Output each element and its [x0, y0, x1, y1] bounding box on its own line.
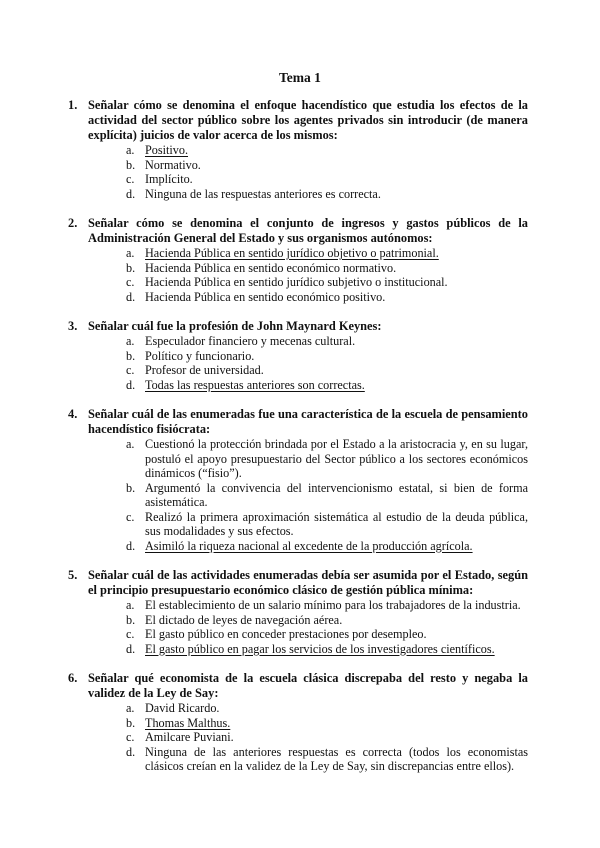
option-c: [88, 172, 528, 187]
option-text: El gasto público en conceder prestaciones por desempleo.: [145, 627, 427, 641]
option-text-correct: Thomas Malthus.: [145, 715, 231, 730]
question-5-text: [68, 568, 528, 598]
option-b: [88, 716, 528, 731]
question-number: 1.: [68, 98, 78, 112]
option-b: [88, 261, 528, 276]
question-number: 5.: [68, 568, 78, 582]
option-a: [88, 143, 528, 158]
option-text: Realizó la primera aproximación sistemática al estudio de la deuda pública, sus modalidades y sus efectos.: [145, 509, 528, 538]
option-c: [88, 627, 528, 642]
option-a: [88, 701, 528, 716]
options-list: [88, 437, 528, 553]
options-list: [88, 246, 528, 304]
option-d: [88, 539, 528, 554]
question-2-text: [68, 216, 528, 246]
option-c: [88, 510, 528, 539]
question-statement: Señalar cuál de las enumeradas fue una característica de la escuela de pensamiento hacendístico fisiócrata:: [88, 407, 528, 436]
option-text: Normativo.: [145, 157, 201, 172]
option-text-correct: Asimiló la riqueza nacional al excedente de la producción agrícola.: [145, 538, 473, 553]
option-b: [88, 349, 528, 364]
option-letter: c.: [126, 509, 135, 524]
question-1-text: [68, 98, 528, 143]
option-letter: b.: [126, 260, 136, 275]
option-text: Político y funcionario.: [145, 348, 255, 363]
option-letter: c.: [126, 172, 135, 186]
option-a: [88, 437, 528, 481]
option-text: Hacienda Pública en sentido económico positivo.: [145, 289, 386, 304]
option-a: [88, 246, 528, 261]
question-statement: Señalar cuál de las actividades enumeradas debía ser asumida por el Estado, según el principio presupuestario económico clásico de gestión pública mínima:: [88, 568, 528, 597]
question-statement: Señalar cómo se denomina el enfoque hacendístico que estudia los efectos de la actividad del sector público sobre los agentes privados sin introducir (de manera explícita) juicios de valor acerca de los mismos:: [88, 98, 528, 142]
option-letter: c.: [126, 627, 135, 641]
option-letter: d.: [126, 641, 136, 656]
option-text: Implícito.: [145, 172, 193, 186]
option-b: [88, 481, 528, 510]
options-list: [88, 334, 528, 392]
option-a: [88, 598, 528, 613]
option-letter: a.: [126, 701, 135, 715]
option-letter: b.: [126, 612, 136, 627]
option-letter: b.: [126, 715, 136, 730]
option-c: [88, 730, 528, 745]
option-text: Cuestionó la protección brindada por el Estado a la aristocracia y, en su lugar, postuló el apoyo presupuestario del Sector público a los sectores económicos dinámicos (“fisio”).: [145, 437, 528, 480]
option-text: Ninguna de las anteriores respuestas es correcta (todos los economistas clásicos creían en la validez de la Ley de Say, sin discrepancias entre ellos).: [145, 744, 528, 773]
option-letter: d.: [126, 377, 136, 392]
option-text: Amilcare Puviani.: [145, 730, 234, 744]
option-text: Ninguna de las respuestas anteriores es correcta.: [145, 186, 381, 201]
option-b: [88, 158, 528, 173]
option-text-correct: El gasto público en pagar los servicios de los investigadores científicos.: [145, 641, 495, 656]
option-text-correct: Positivo.: [145, 143, 189, 157]
option-letter: a.: [126, 437, 135, 451]
question-list: [68, 98, 528, 789]
option-letter: a.: [126, 334, 135, 348]
option-letter: c.: [126, 275, 135, 289]
question-number: 6.: [68, 671, 78, 685]
option-d: [88, 745, 528, 774]
question-statement: Señalar cuál fue la profesión de John Maynard Keynes:: [88, 319, 382, 333]
option-d: [88, 290, 528, 305]
question-statement: Señalar qué economista de la escuela clásica discrepaba del resto y negaba la validez de la Ley de Say:: [88, 671, 528, 700]
option-letter: d.: [126, 289, 136, 304]
option-letter: b.: [126, 348, 136, 363]
options-list: [88, 701, 528, 774]
option-text-correct: Hacienda Pública en sentido jurídico objetivo o patrimonial.: [145, 246, 439, 260]
option-letter: b.: [126, 480, 136, 495]
option-text: Profesor de universidad.: [145, 363, 264, 377]
option-letter: c.: [126, 730, 135, 744]
option-c: [88, 363, 528, 378]
option-b: [88, 613, 528, 628]
options-list: [88, 598, 528, 656]
question-4: [68, 407, 528, 553]
option-letter: c.: [126, 363, 135, 377]
option-letter: d.: [126, 538, 136, 553]
option-text: Argumentó la convivencia del intervencionismo estatal, si bien de forma asistemática.: [145, 480, 528, 509]
option-letter: d.: [126, 744, 136, 759]
option-letter: a.: [126, 246, 135, 260]
question-3: [68, 319, 528, 392]
question-6-text: [68, 671, 528, 701]
option-letter: b.: [126, 157, 136, 172]
question-5: [68, 568, 528, 656]
option-text: Hacienda Pública en sentido económico normativo.: [145, 260, 397, 275]
option-text: Especulador financiero y mecenas cultural.: [145, 334, 356, 348]
question-4-text: [68, 407, 528, 437]
option-text: El dictado de leyes de navegación aérea.: [145, 612, 343, 627]
option-a: [88, 334, 528, 349]
question-statement: Señalar cómo se denomina el conjunto de ingresos y gastos públicos de la Administración General del Estado y sus organismos autónomos:: [88, 216, 528, 245]
option-letter: a.: [126, 143, 135, 157]
option-c: [88, 275, 528, 290]
option-text: El establecimiento de un salario mínimo para los trabajadores de la industria.: [145, 598, 521, 612]
option-text: Hacienda Pública en sentido jurídico subjetivo o institucional.: [145, 275, 448, 289]
question-number: 2.: [68, 216, 78, 230]
document-title: Tema 1: [279, 70, 321, 85]
option-d: [88, 187, 528, 202]
option-d: [88, 642, 528, 657]
question-1: [68, 98, 528, 201]
option-letter: d.: [126, 186, 136, 201]
question-number: 3.: [68, 319, 78, 333]
option-text: David Ricardo.: [145, 701, 220, 715]
options-list: [88, 143, 528, 201]
option-letter: a.: [126, 598, 135, 612]
question-number: 4.: [68, 407, 78, 421]
option-d: [88, 378, 528, 393]
question-3-text: [68, 319, 528, 334]
question-6: [68, 671, 528, 774]
question-2: [68, 216, 528, 304]
option-text-correct: Todas las respuestas anteriores son correctas.: [145, 377, 365, 392]
